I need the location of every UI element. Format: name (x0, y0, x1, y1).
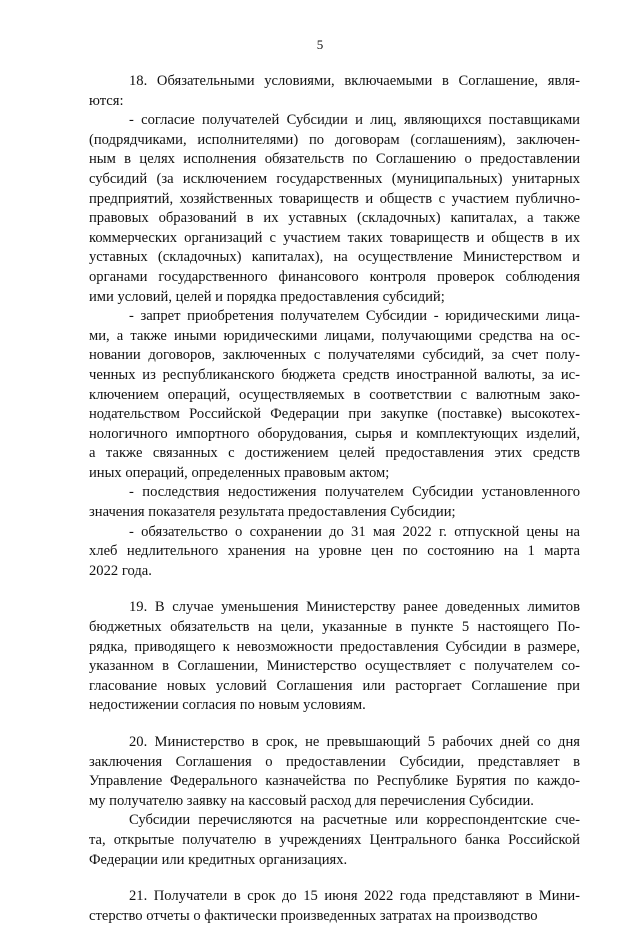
paragraph (89, 483, 580, 522)
text-line: указанном в Соглашении, Министерство осуществляет с получателем со- (89, 658, 580, 675)
text-line: ключением операций, осуществляемых в соответствии с валютным зако- (89, 386, 580, 403)
paragraph (89, 307, 580, 483)
text-line: ным в целях исполнения обязательств по Соглашению о предоставлении (89, 151, 580, 168)
text-line: ими условий, целей и порядка предоставления субсидий; (89, 288, 445, 305)
paragraph (89, 598, 580, 716)
text-line: нологичного импортного оборудования, сырья и комплектующих изделий, (89, 425, 580, 442)
text-line: 19. В случае уменьшения Министерству ранее доведенных лимитов (129, 599, 580, 616)
text-line: та, открытые получателю в учреждениях Центрального банка Российской (89, 831, 580, 848)
text-line: Федерации или кредитных организациях. (89, 851, 348, 868)
text-line: 2022 года. (89, 562, 152, 579)
paragraph (89, 733, 580, 811)
text-line: заключения Соглашения о предоставлении Субсидии, представляет в (89, 753, 580, 770)
text-line: - обязательство о сохранении до 31 мая 2022 г. отпускной цены на (129, 523, 580, 540)
text-line: 21. Получатели в срок до 15 июня 2022 года представляют в Мини- (129, 888, 580, 905)
text-line: хлеб недлительного хранения на уровне цен по состоянию на 1 марта (89, 543, 580, 560)
paragraph (89, 72, 580, 111)
text-line: Субсидии перечисляются на расчетные или корреспондентские сче- (129, 812, 580, 829)
paragraph (89, 811, 580, 870)
text-line: ми, а также иными юридическими лицами, получающими средства на ос- (89, 327, 580, 344)
paragraph-gap (89, 716, 580, 733)
text-line: гласование новых условий Соглашения или расторгает Соглашение при (89, 677, 580, 694)
text-line: - последствия недостижения получателем Субсидии установленного (129, 484, 580, 501)
text-line: правовых образований в их уставных (складочных) капиталах, а также (89, 210, 580, 227)
text-line: нодательством Российской Федерации при закупке (поставке) высокотех- (89, 406, 580, 423)
text-line: уставных (складочных) капиталах), на осуществление Министерством и (89, 249, 580, 266)
paragraph (89, 111, 580, 307)
text-line: Управление Федерального казначейства по Республике Бурятия по каждо- (89, 773, 580, 790)
text-line: коммерческих организаций с участием таких товариществ и обществ в их (89, 229, 580, 246)
text-line: ченных из республиканского бюджета средств иностранной валюты, за ис- (89, 366, 580, 383)
text-line: ются: (89, 92, 124, 109)
text-line: (подрядчиками, исполнителями) по договорам (соглашениям), заключен- (89, 131, 580, 148)
text-line: 18. Обязательными условиями, включаемыми в Соглашение, явля- (129, 73, 580, 89)
paragraph-gap (89, 581, 580, 598)
text-line: 20. Министерство в срок, не превышающий 5 рабочих дней со дня (129, 734, 580, 750)
document-body (89, 72, 580, 926)
text-line: значения показателя результата предоставления Субсидии; (89, 504, 456, 521)
text-line: стерство отчеты о фактически произведенных затратах на производство (89, 907, 538, 924)
text-line: - согласие получателей Субсидии и лиц, являющихся поставщиками (129, 112, 580, 129)
text-line: рядка, приводящего к невозможности предоставления Субсидии в размере, (89, 638, 580, 655)
text-line: а также связанных с достижением целей предоставления этих средств (89, 445, 580, 462)
text-line: му получателю заявку на кассовый расход для перечисления Субсидии. (89, 792, 534, 809)
text-line: - запрет приобретения получателем Субсидии - юридическими лица- (129, 308, 580, 325)
paragraph-gap (89, 870, 580, 887)
text-line: бюджетных обязательств на цели, указанные в пункте 5 настоящего По- (89, 619, 580, 636)
text-line: предприятий, хозяйственных товариществ и обществ с участием публично- (89, 190, 580, 207)
paragraph (89, 887, 580, 926)
text-line: иных операций, определенных правовым актом; (89, 464, 390, 481)
text-line: недостижении согласия по новым условиям. (89, 697, 366, 714)
text-line: новании договоров, заключенных с получателями субсидий, за счет полу- (89, 347, 580, 364)
text-line: органами государственного финансового контроля проверок соблюдения (89, 268, 580, 285)
paragraph (89, 523, 580, 582)
text-line: субсидий (за исключением государственных (муниципальных) унитарных (89, 170, 580, 187)
page-number: 5 (316, 37, 324, 52)
